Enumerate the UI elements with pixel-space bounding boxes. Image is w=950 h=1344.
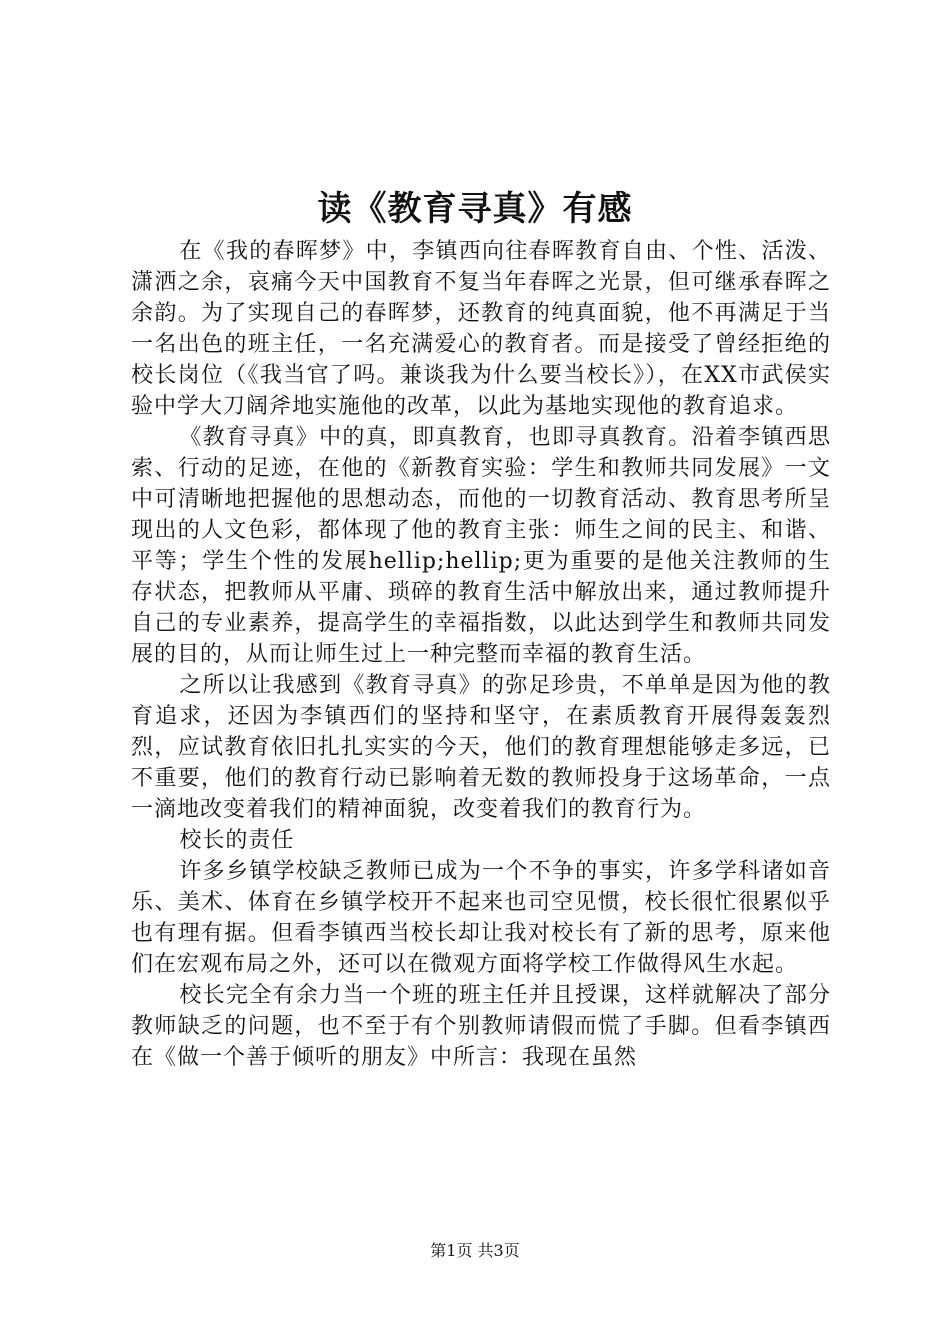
page-footer: 第1页 共3页 bbox=[430, 1241, 520, 1260]
paragraph: 之所以让我感到《教育寻真》的弥足珍贵，不单单是因为他的教育追求，还因为李镇西们的坚持和坚守，在素质教育开展得轰轰烈烈，应试教育依旧扎扎实实的今天，他们的教育理想能够走多远，已不重要，他们的教育行动已影响着无数的教师投身于这场革命，一点一滴地改变着我们的精神面貌，改变着我们的教育行为。 bbox=[131, 673, 831, 822]
paragraph: 在《我的春晖梦》中，李镇西向往春晖教育自由、个性、活泼、潇洒之余，哀痛今天中国教育不复当年春晖之光景，但可继承春晖之余韵。为了实现自己的春晖梦，还教育的纯真面貌，他不再满足于当一名出色的班主任，一名充满爱心的教育者。而是接受了曾经拒绝的校长岗位（《我当官了吗。兼谈我为什么要当校长》），在XX市武侯实验中学大刀阔斧地实施他的改革，以此为基地实现他的教育追求。 bbox=[131, 239, 831, 419]
paragraph: 许多乡镇学校缺乏教师已成为一个不争的事实，许多学科诸如音乐、美术、体育在乡镇学校开不起来也司空见惯，校长很忙很累似乎也有理有据。但看李镇西当校长却让我对校长有了新的思考，原来他们在宏观布局之外，还可以在微观方面将学校工作做得风生水起。 bbox=[131, 859, 831, 977]
paragraph: 校长完全有余力当一个班的班主任并且授课，这样就解决了部分教师缺乏的问题，也不至于有个别教师请假而慌了手脚。但看李镇西在《做一个善于倾听的朋友》中所言：我现在虽然 bbox=[131, 983, 831, 1070]
section-heading: 校长的责任 bbox=[179, 828, 295, 853]
document-body bbox=[131, 236, 831, 1073]
paragraph: 《教育寻真》中的真，即真教育，也即寻真教育。沿着李镇西思索、行动的足迹，在他的《新教育实验：学生和教师共同发展》一文中可清晰地把握他的思想动态，而他的一切教育活动、教育思考所呈现出的人文色彩，都体现了他的教育主张：师生之间的民主、和谐、平等；学生个性的发展hellip;hellip;更为重要的是他关注教师的生存状态，把教师从平庸、琐碎的教育生活中解放出来，通过教师提升自己的专业素养，提高学生的幸福指数，以此达到学生和教师共同发展的目的，从而让师生过上一种完整而幸福的教育生活。 bbox=[131, 425, 831, 667]
document-title: 读《教育寻真》有感 bbox=[317, 189, 633, 229]
